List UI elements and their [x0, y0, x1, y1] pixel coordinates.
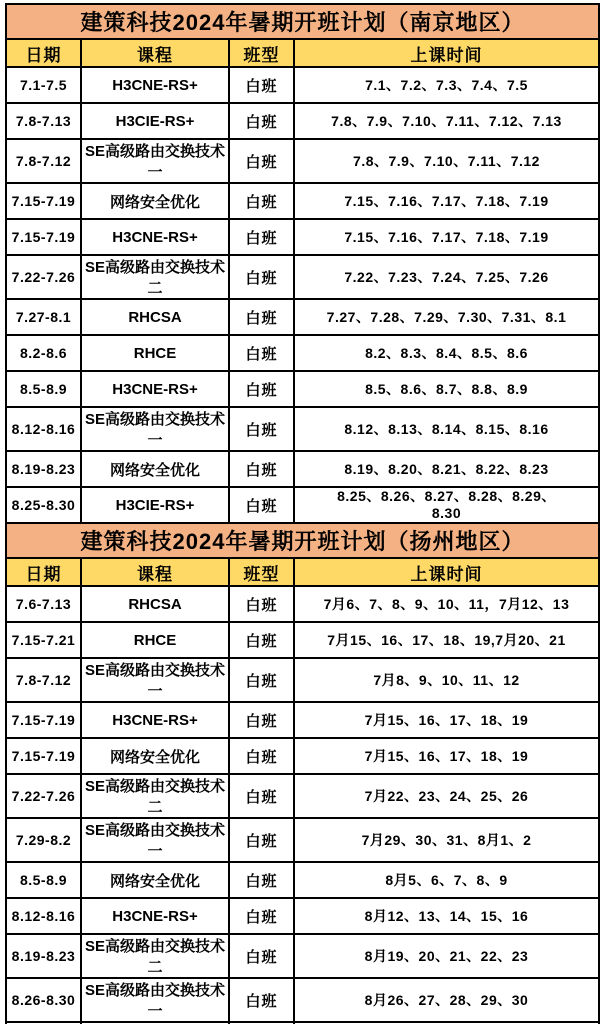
cell-time: 7.15、7.16、7.17、7.18、7.19 [294, 219, 599, 255]
cell-class-type: 白班 [229, 371, 294, 407]
cell-date: 7.6-7.13 [6, 586, 81, 622]
cell-course: 网络安全优化 [81, 451, 229, 487]
table-row [6, 255, 599, 299]
column-header: 上课时间 [294, 558, 599, 586]
cell-class-type: 白班 [229, 586, 294, 622]
cell-class-type: 白班 [229, 978, 294, 1022]
cell-course: RHCSA [81, 586, 229, 622]
cell-course: H3CNE-RS+ [81, 371, 229, 407]
cell-time: 7月15、16、17、18、19 [294, 702, 599, 738]
table-row [6, 818, 599, 862]
table-row [6, 487, 599, 523]
cell-time: 8.5、8.6、8.7、8.8、8.9 [294, 371, 599, 407]
column-header: 班型 [229, 558, 294, 586]
cell-course: SE高级路由交换技术二 [81, 255, 229, 299]
cell-time: 7.22、7.23、7.24、7.25、7.26 [294, 255, 599, 299]
table-row [6, 67, 599, 103]
cell-date: 7.15-7.21 [6, 622, 81, 658]
cell-class-type: 白班 [229, 738, 294, 774]
table-row [6, 702, 599, 738]
cell-course: RHCSA [81, 299, 229, 335]
cell-course: H3CIE-RS+ [81, 103, 229, 139]
cell-class-type: 白班 [229, 818, 294, 862]
cell-time: 7.27、7.28、7.29、7.30、7.31、8.1 [294, 299, 599, 335]
table-row [6, 658, 599, 702]
cell-time: 8.12、8.13、8.14、8.15、8.16 [294, 407, 599, 451]
cell-class-type: 白班 [229, 487, 294, 523]
section-title: 建策科技2024年暑期开班计划（南京地区） [6, 4, 599, 39]
cell-date: 7.29-8.2 [6, 818, 81, 862]
cell-time: 8.25、8.26、8.27、8.28、8.29、 8.30 [294, 487, 599, 523]
table-row [6, 774, 599, 818]
cell-class-type: 白班 [229, 103, 294, 139]
cell-time: 7月15、16、17、18、19,7月20、21 [294, 622, 599, 658]
cell-date: 7.15-7.19 [6, 183, 81, 219]
cell-date: 7.8-7.12 [6, 139, 81, 183]
cell-class-type: 白班 [229, 299, 294, 335]
table-row [6, 103, 599, 139]
column-header: 上课时间 [294, 39, 599, 67]
cell-time: 7.15、7.16、7.17、7.18、7.19 [294, 183, 599, 219]
cell-class-type: 白班 [229, 255, 294, 299]
cell-date: 8.5-8.9 [6, 371, 81, 407]
cell-class-type: 白班 [229, 335, 294, 371]
table-row [6, 978, 599, 1022]
cell-date: 7.1-7.5 [6, 67, 81, 103]
cell-time: 7月15、16、17、18、19 [294, 738, 599, 774]
cell-class-type: 白班 [229, 451, 294, 487]
cell-class-type: 白班 [229, 702, 294, 738]
cell-class-type: 白班 [229, 219, 294, 255]
table-row [6, 371, 599, 407]
cell-date: 7.15-7.19 [6, 219, 81, 255]
cell-time: 8月26、27、28、29、30 [294, 978, 599, 1022]
cell-course: H3CNE-RS+ [81, 67, 229, 103]
cell-date: 8.2-8.6 [6, 335, 81, 371]
table-row [6, 862, 599, 898]
table-row [6, 335, 599, 371]
cell-class-type: 白班 [229, 407, 294, 451]
table-row [6, 183, 599, 219]
cell-time: 8月19、20、21、22、23 [294, 934, 599, 978]
schedule-table [5, 522, 600, 1024]
cell-date: 8.12-8.16 [6, 407, 81, 451]
table-row [6, 586, 599, 622]
cell-date: 7.15-7.19 [6, 702, 81, 738]
cell-class-type: 白班 [229, 139, 294, 183]
table-row [6, 898, 599, 934]
cell-date: 7.27-8.1 [6, 299, 81, 335]
cell-course: SE高级路由交换技术一 [81, 407, 229, 451]
cell-time: 7月8、9、10、11、12 [294, 658, 599, 702]
cell-time: 7月6、7、8、9、10、11，7月12、13 [294, 586, 599, 622]
table-row [6, 219, 599, 255]
cell-time: 8月12、13、14、15、16 [294, 898, 599, 934]
table-row [6, 139, 599, 183]
schedule-tables [5, 3, 600, 1024]
table-row [6, 407, 599, 451]
cell-date: 7.15-7.19 [6, 738, 81, 774]
cell-class-type: 白班 [229, 67, 294, 103]
cell-time: 8.2、8.3、8.4、8.5、8.6 [294, 335, 599, 371]
cell-course: SE高级路由交换技术一 [81, 978, 229, 1022]
cell-date: 8.12-8.16 [6, 898, 81, 934]
cell-class-type: 白班 [229, 622, 294, 658]
cell-time: 7.1、7.2、7.3、7.4、7.5 [294, 67, 599, 103]
column-header: 课程 [81, 558, 229, 586]
cell-course: 网络安全优化 [81, 183, 229, 219]
table-row [6, 451, 599, 487]
column-header: 班型 [229, 39, 294, 67]
table-row [6, 738, 599, 774]
cell-date: 7.8-7.13 [6, 103, 81, 139]
cell-course: H3CNE-RS+ [81, 898, 229, 934]
cell-time: 7月29、30、31、8月1、2 [294, 818, 599, 862]
column-header: 课程 [81, 39, 229, 67]
column-header: 日期 [6, 558, 81, 586]
cell-date: 8.5-8.9 [6, 862, 81, 898]
cell-course: H3CNE-RS+ [81, 702, 229, 738]
cell-class-type: 白班 [229, 183, 294, 219]
cell-class-type: 白班 [229, 774, 294, 818]
cell-course: 网络安全优化 [81, 862, 229, 898]
cell-time: 8.19、8.20、8.21、8.22、8.23 [294, 451, 599, 487]
cell-date: 7.8-7.12 [6, 658, 81, 702]
cell-course: SE高级路由交换技术一 [81, 818, 229, 862]
cell-date: 7.22-7.26 [6, 255, 81, 299]
cell-time: 7月22、23、24、25、26 [294, 774, 599, 818]
cell-course: SE高级路由交换技术一 [81, 139, 229, 183]
cell-course: H3CIE-RS+ [81, 487, 229, 523]
cell-date: 8.25-8.30 [6, 487, 81, 523]
cell-course: RHCE [81, 622, 229, 658]
cell-time: 8月5、6、7、8、9 [294, 862, 599, 898]
cell-time: 7.8、7.9、7.10、7.11、7.12、7.13 [294, 103, 599, 139]
cell-course: 网络安全优化 [81, 738, 229, 774]
cell-class-type: 白班 [229, 898, 294, 934]
table-row [6, 299, 599, 335]
cell-date: 8.19-8.23 [6, 451, 81, 487]
cell-class-type: 白班 [229, 934, 294, 978]
cell-time: 7.8、7.9、7.10、7.11、7.12 [294, 139, 599, 183]
cell-class-type: 白班 [229, 862, 294, 898]
cell-course: SE高级路由交换技术一 [81, 658, 229, 702]
cell-course: SE高级路由交换技术二 [81, 774, 229, 818]
section-title: 建策科技2024年暑期开班计划（扬州地区） [6, 523, 599, 558]
cell-course: SE高级路由交换技术二 [81, 934, 229, 978]
cell-class-type: 白班 [229, 658, 294, 702]
cell-date: 8.19-8.23 [6, 934, 81, 978]
cell-date: 7.22-7.26 [6, 774, 81, 818]
schedule-table [5, 3, 600, 524]
column-header: 日期 [6, 39, 81, 67]
table-row [6, 622, 599, 658]
cell-course: RHCE [81, 335, 229, 371]
table-row [6, 934, 599, 978]
cell-course: H3CNE-RS+ [81, 219, 229, 255]
cell-date: 8.26-8.30 [6, 978, 81, 1022]
